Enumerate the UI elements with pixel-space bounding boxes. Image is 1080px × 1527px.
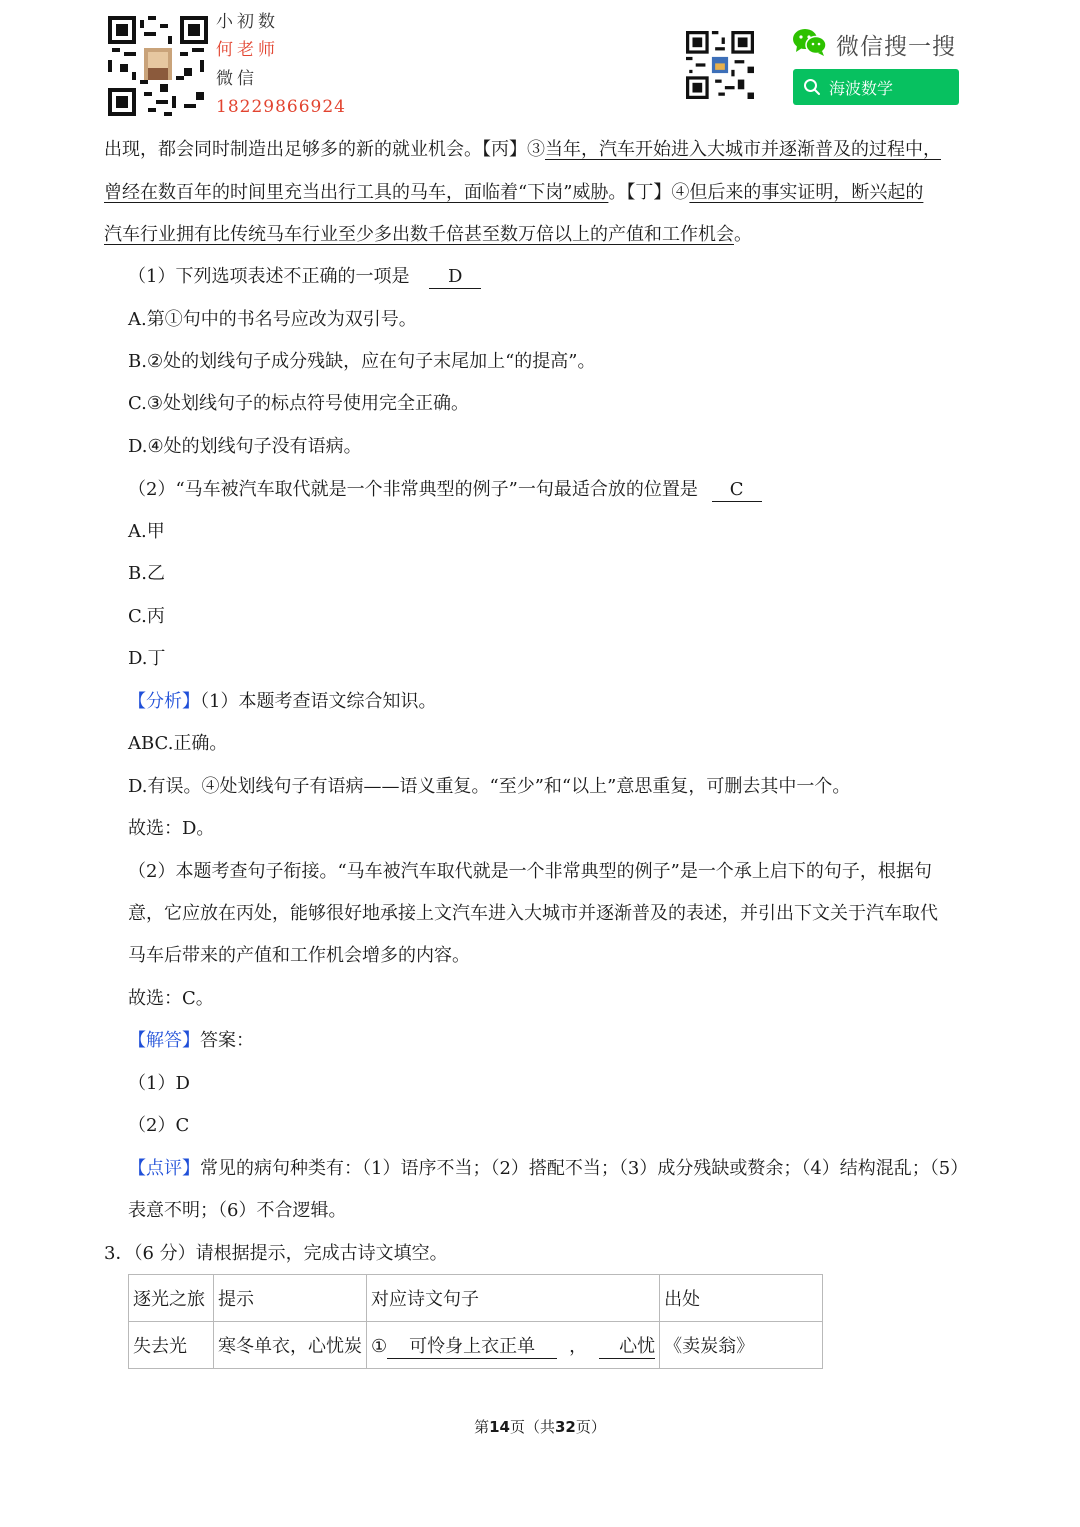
analysis-line: ABC.正确。 — [128, 733, 228, 754]
analysis-tag: 【分析】 — [128, 691, 200, 712]
wechat-search-button[interactable] — [793, 69, 959, 105]
underlined-sentence-4: 但后来的事实证明，断兴起的 — [689, 182, 924, 203]
q2-answer-blank: C — [712, 479, 762, 502]
poem-blank-1: 可怜身上衣正单 — [387, 1336, 557, 1359]
table-header-cell: 出处 — [660, 1275, 823, 1322]
passage-line-3: 汽车行业拥有比传统马车行业至少多出数千倍甚至数万倍以上的产值和工作机会。 — [104, 224, 752, 245]
wechat-logo-icon — [792, 27, 828, 57]
handwritten-note-1: 小初数 — [216, 12, 279, 32]
poem-blank-2: 心忧 — [599, 1336, 655, 1359]
analysis-line: （2）本题考查句子衔接。“马车被汽车取代就是一个非常典型的例子”是一个承上启下的句子，根据句 — [128, 861, 932, 882]
search-button-label: 海波数学 — [829, 78, 894, 98]
q1-option-b: B.②处的划线句子成分残缺，应在句子末尾加上“的提高”。 — [128, 351, 596, 372]
passage-line-2: 曾经在数百年的时间里充当出行工具的马车，面临着“下岗”威胁。【丁】④但后来的事实证明，断兴起的 — [104, 182, 924, 203]
handwritten-phone: 18229866924 — [216, 97, 346, 117]
q2-option-c: C.丙 — [128, 606, 165, 627]
passage-line-1: 出现，都会同时制造出足够多的新的就业机会。【丙】③当年，汽车开始进入大城市并逐渐普及的过程中， — [104, 139, 941, 160]
q1-answer-blank: D — [429, 266, 481, 289]
comment-line-2: 表意不明；（6）不合逻辑。 — [128, 1200, 347, 1221]
analysis-line: 意，它应放在丙处，能够很好地承接上文汽车进入大城市并逐渐普及的表述，并引出下文关于汽车取代 — [128, 903, 938, 924]
q1-stem: （1）下列选项表述不正确的一项是 D — [128, 265, 481, 289]
page-number: 14 — [489, 1418, 510, 1436]
solution-answer-1: （1）D — [128, 1073, 190, 1094]
comment-tag: 【点评】 — [128, 1158, 200, 1179]
analysis-line: 马车后带来的产值和工作机会增多的内容。 — [128, 945, 470, 966]
table-header-cell: 对应诗文句子 — [367, 1275, 660, 1322]
solution-tag: 【解答】 — [128, 1030, 200, 1051]
q2-option-d: D.丁 — [128, 648, 166, 669]
analysis-heading: 【分析】（1）本题考查语文综合知识。 — [128, 691, 437, 712]
q2-stem: （2）“马车被汽车取代就是一个非常典型的例子”一句最适合放的位置是 C — [128, 478, 762, 502]
q3-stem: 3．（6 分）请根据提示，完成古诗文填空。 — [104, 1243, 448, 1264]
solution-answer-2: （2）C — [128, 1115, 190, 1136]
table-header-cell: 提示 — [214, 1275, 367, 1322]
comment-line-1: 【点评】常见的病句种类有：（1）语序不当；（2）搭配不当；（3）成分残缺或赘余；（4）结构混乱；（5） — [128, 1158, 969, 1179]
contact-qr-code — [108, 16, 208, 116]
analysis-line: D.有误。④处划线句子有语病——语义重复。“至少”和“以上”意思重复，可删去其中一个。 — [128, 776, 851, 797]
analysis-line: 故选：C。 — [128, 988, 214, 1009]
q1-option-a: A.第①句中的书名号应改为双引号。 — [128, 309, 417, 330]
underlined-sentence-3: 当年，汽车开始进入大城市并逐渐普及的过程中， — [545, 139, 941, 160]
q2-option-a: A.甲 — [128, 521, 165, 542]
poem-fill-table — [128, 1274, 823, 1369]
table-row — [129, 1322, 823, 1369]
table-cell: 寒冬单衣，心忧炭 — [214, 1322, 367, 1369]
search-icon — [803, 78, 821, 96]
handwritten-note-2: 何老师 — [216, 40, 279, 60]
page-total: 32 — [555, 1418, 576, 1436]
wechat-qr-code[interactable] — [686, 31, 754, 99]
wechat-search-title: 微信搜一搜 — [836, 34, 956, 60]
q1-option-d: D.④处的划线句子没有语病。 — [128, 436, 362, 457]
solution-heading: 【解答】答案： — [128, 1030, 254, 1051]
q2-option-b: B.乙 — [128, 563, 165, 584]
analysis-line: 故选：D。 — [128, 818, 215, 839]
handwritten-note-3: 微信 — [216, 69, 258, 89]
table-cell: 失去光 — [129, 1322, 214, 1369]
table-header-cell: 逐光之旅 — [129, 1275, 214, 1322]
q1-option-c: C.③处划线句子的标点符号使用完全正确。 — [128, 393, 469, 414]
table-cell-fill: ① 可怜身上衣正单 ， 心忧 — [367, 1322, 660, 1369]
page-footer: 第14页（共32页） — [474, 1418, 606, 1436]
table-header-row — [129, 1275, 823, 1322]
table-cell: 《卖炭翁》 — [660, 1322, 823, 1369]
